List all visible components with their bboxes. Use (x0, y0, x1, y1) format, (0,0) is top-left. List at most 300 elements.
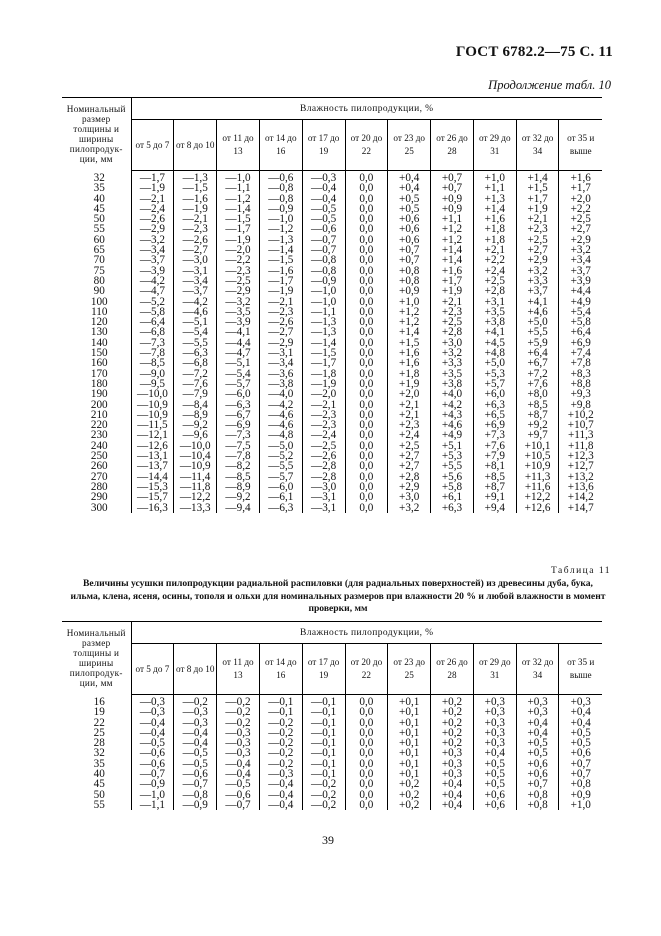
value-cell: +5,3 (431, 451, 474, 461)
value-cell: —10,9 (174, 461, 217, 471)
value-cell: —3,1 (302, 492, 345, 502)
value-cell: —4,6 (174, 307, 217, 317)
value-cell: —0,7 (174, 779, 217, 789)
value-cell: +1,4 (473, 204, 516, 214)
size-cell: 150 (62, 348, 131, 358)
value-cell: +4,0 (431, 389, 474, 399)
value-cell: —0,7 (302, 245, 345, 255)
value-cell: +0,6 (516, 759, 559, 769)
value-cell: 0,0 (345, 748, 388, 758)
value-cell: +6,4 (516, 348, 559, 358)
value-cell: +0,7 (388, 245, 431, 255)
value-cell: —3,0 (174, 255, 217, 265)
size-cell: 200 (62, 400, 131, 410)
value-cell: +0,1 (388, 728, 431, 738)
value-cell: —1,0 (131, 790, 174, 800)
value-cell: 0,0 (345, 472, 388, 482)
size-cell: 60 (62, 235, 131, 245)
value-cell: +0,7 (431, 183, 474, 193)
value-cell: +9,8 (570, 398, 591, 411)
value-cell: +2,8 (473, 286, 516, 296)
value-cell: +2,3 (431, 307, 474, 317)
value-cell: +0,5 (388, 194, 431, 204)
value-cell: —2,1 (131, 194, 174, 204)
value-cell: +4,2 (431, 400, 474, 410)
value-cell: +6,4 (570, 326, 591, 339)
value-cell: +1,6 (473, 214, 516, 224)
value-cell: +0,9 (388, 286, 431, 296)
value-cell: —6,0 (217, 389, 260, 399)
size-cell: 180 (62, 379, 131, 389)
value-cell: —0,1 (302, 718, 345, 728)
value-cell: +2,8 (431, 327, 474, 337)
value-cell: —0,1 (259, 707, 302, 717)
value-cell: +6,0 (473, 389, 516, 399)
value-cell: +6,9 (570, 336, 591, 349)
value-cell: —3,4 (259, 358, 302, 368)
size-column-header: Номинальный размер толщины и ширины пилопродук-ции, мм (62, 622, 131, 695)
value-cell: +3,7 (570, 264, 591, 277)
value-cell: —14,4 (131, 472, 174, 482)
value-cell: —0,5 (217, 779, 260, 789)
value-cell: +1,4 (431, 255, 474, 265)
size-cell: 35 (62, 759, 131, 769)
value-cell: —1,4 (259, 245, 302, 255)
size-cell: 300 (62, 503, 131, 513)
value-cell: —4,2 (259, 400, 302, 410)
value-cell: +0,3 (473, 695, 516, 708)
value-cell: —3,1 (302, 503, 345, 513)
value-cell: +2,3 (516, 224, 559, 234)
value-cell: +14,7 (567, 501, 594, 514)
value-cell: +0,1 (388, 707, 431, 717)
value-cell: +8,3 (570, 367, 591, 380)
value-cell: 0,0 (345, 769, 388, 779)
value-cell: +1,5 (516, 183, 559, 193)
value-cell: —0,4 (302, 183, 345, 193)
value-cell: +4,9 (431, 430, 474, 440)
value-cell: —13,7 (131, 461, 174, 471)
value-cell: —2,5 (217, 276, 260, 286)
value-cell: —7,9 (174, 389, 217, 399)
value-cell: +0,1 (388, 748, 431, 758)
size-cell: 55 (62, 800, 131, 810)
value-cell: +9,3 (570, 388, 591, 401)
value-cell: —5,5 (259, 461, 302, 471)
value-cell: +1,0 (388, 297, 431, 307)
value-cell: —0,2 (302, 800, 345, 810)
column-header: от 29 до 31 (473, 120, 516, 171)
value-cell: —4,7 (131, 286, 174, 296)
value-cell: +1,9 (431, 286, 474, 296)
size-cell: 19 (62, 707, 131, 717)
column-header: от 32 до 34 (516, 120, 559, 171)
value-cell: —1,0 (217, 171, 260, 184)
value-cell: —0,6 (174, 769, 217, 779)
size-cell: 240 (62, 441, 131, 451)
value-cell: +3,5 (473, 307, 516, 317)
value-cell: +0,4 (570, 716, 591, 729)
value-cell: —0,1 (302, 728, 345, 738)
value-cell: +7,6 (473, 441, 516, 451)
value-cell: 0,0 (345, 707, 388, 717)
value-cell: +10,7 (567, 419, 594, 432)
value-cell: +0,7 (570, 768, 591, 781)
value-cell: +7,8 (570, 357, 591, 370)
value-cell: —5,1 (217, 358, 260, 368)
value-cell: —0,3 (302, 171, 345, 184)
value-cell: +2,7 (388, 451, 431, 461)
value-cell: +7,6 (516, 379, 559, 389)
value-cell: 0,0 (345, 338, 388, 348)
value-cell: —3,9 (131, 266, 174, 276)
size-column-header: Номинальный размер толщины и ширины пилопродук-ции, мм (62, 98, 131, 171)
value-cell: +3,2 (570, 244, 591, 257)
value-cell: +1,7 (570, 182, 591, 195)
value-cell: +0,6 (516, 769, 559, 779)
value-cell: —0,1 (302, 695, 345, 708)
value-cell: +1,5 (388, 338, 431, 348)
value-cell: —9,5 (131, 379, 174, 389)
value-cell: +1,7 (516, 194, 559, 204)
value-cell: +1,2 (388, 317, 431, 327)
value-cell: —8,5 (217, 472, 260, 482)
size-cell: 110 (62, 307, 131, 317)
value-cell: +8,1 (473, 461, 516, 471)
value-cell: +2,0 (570, 192, 591, 205)
value-cell: —7,8 (217, 451, 260, 461)
value-cell: —0,5 (174, 759, 217, 769)
value-cell: —10,4 (174, 451, 217, 461)
value-cell: 0,0 (345, 204, 388, 214)
value-cell: +7,9 (473, 451, 516, 461)
value-cell: +0,3 (473, 728, 516, 738)
value-cell: +0,4 (431, 790, 474, 800)
value-cell: —5,1 (174, 317, 217, 327)
value-cell: +0,5 (473, 769, 516, 779)
value-cell: —1,1 (302, 307, 345, 317)
value-cell: —4,7 (217, 348, 260, 358)
value-cell: +0,1 (388, 695, 431, 708)
value-cell: +12,6 (516, 503, 559, 513)
value-cell: +2,7 (570, 223, 591, 236)
size-cell: 290 (62, 492, 131, 502)
value-cell: —6,3 (217, 400, 260, 410)
value-cell: —1,3 (259, 235, 302, 245)
value-cell: +6,5 (473, 410, 516, 420)
size-cell: 32 (62, 748, 131, 758)
value-cell: —0,6 (217, 790, 260, 800)
value-cell: +5,6 (431, 472, 474, 482)
value-cell: —1,7 (302, 358, 345, 368)
value-cell: —6,8 (174, 358, 217, 368)
value-cell: —2,6 (131, 214, 174, 224)
size-cell: 160 (62, 358, 131, 368)
value-cell: —3,0 (302, 482, 345, 492)
table-continuation-label: Продолжение табл. 10 (488, 78, 611, 92)
value-cell: +1,9 (516, 204, 559, 214)
value-cell: —0,4 (217, 769, 260, 779)
value-cell: —2,4 (302, 430, 345, 440)
value-cell: +5,5 (516, 327, 559, 337)
value-cell: +5,9 (516, 338, 559, 348)
size-cell: 260 (62, 461, 131, 471)
column-header: от 14 до 16 (259, 120, 302, 171)
value-cell: +2,1 (431, 297, 474, 307)
value-cell: —1,0 (302, 286, 345, 296)
value-cell: +0,2 (388, 800, 431, 810)
value-cell: +1,8 (473, 235, 516, 245)
value-cell: —0,9 (174, 800, 217, 810)
value-cell: —1,8 (302, 369, 345, 379)
value-cell: 0,0 (345, 718, 388, 728)
value-cell: +0,3 (431, 769, 474, 779)
value-cell: +1,2 (388, 307, 431, 317)
value-cell: +5,8 (570, 316, 591, 329)
value-cell: +1,7 (431, 276, 474, 286)
value-cell: +0,1 (388, 738, 431, 748)
size-cell: 50 (62, 214, 131, 224)
value-cell: —3,7 (131, 255, 174, 265)
column-header: от 11 до 13 (217, 120, 260, 171)
value-cell: +3,5 (431, 369, 474, 379)
value-cell: +2,5 (516, 235, 559, 245)
value-cell: +10,2 (567, 408, 594, 421)
size-cell: 120 (62, 317, 131, 327)
value-cell: +0,4 (516, 728, 559, 738)
value-cell: —0,3 (217, 738, 260, 748)
value-cell: —0,6 (259, 171, 302, 184)
value-cell: +0,2 (431, 718, 474, 728)
value-cell: +0,3 (431, 748, 474, 758)
value-cell: —4,0 (259, 389, 302, 399)
value-cell: —15,7 (131, 492, 174, 502)
value-cell: +0,4 (431, 779, 474, 789)
value-cell: —11,4 (174, 472, 217, 482)
value-cell: +0,6 (388, 235, 431, 245)
value-cell: +0,8 (516, 800, 559, 810)
value-cell: +3,7 (516, 286, 559, 296)
value-cell: +2,4 (388, 430, 431, 440)
value-cell: +0,6 (473, 790, 516, 800)
value-cell: +0,2 (431, 738, 474, 748)
value-cell: +10,5 (516, 451, 559, 461)
value-cell: —16,3 (131, 503, 174, 513)
value-cell: +0,7 (516, 779, 559, 789)
value-cell: —2,3 (302, 410, 345, 420)
value-cell: +11,6 (516, 482, 559, 492)
value-cell: 0,0 (345, 307, 388, 317)
value-cell: +0,9 (431, 194, 474, 204)
value-cell: 0,0 (345, 503, 388, 513)
value-cell: —3,5 (217, 307, 260, 317)
table-10-body (62, 171, 602, 513)
value-cell: +2,8 (388, 472, 431, 482)
column-header: от 14 до 16 (259, 644, 302, 695)
value-cell: +1,6 (388, 358, 431, 368)
table-11 (62, 621, 602, 810)
value-cell: +1,1 (431, 214, 474, 224)
value-cell: +0,4 (473, 748, 516, 758)
value-cell: +8,7 (516, 410, 559, 420)
value-cell: 0,0 (345, 255, 388, 265)
value-cell: —5,8 (131, 307, 174, 317)
value-cell: +6,1 (431, 492, 474, 502)
value-cell: +3,3 (431, 358, 474, 368)
value-cell: —7,8 (131, 348, 174, 358)
value-cell: —5,2 (131, 297, 174, 307)
value-cell: —0,3 (174, 707, 217, 717)
value-cell: +0,3 (473, 707, 516, 717)
value-cell: +2,1 (516, 214, 559, 224)
value-cell: —0,9 (259, 204, 302, 214)
value-cell: —2,0 (217, 245, 260, 255)
size-cell: 50 (62, 790, 131, 800)
value-cell: +0,4 (431, 800, 474, 810)
value-cell: —1,6 (259, 266, 302, 276)
value-cell: +2,0 (388, 389, 431, 399)
value-cell: —9,6 (174, 430, 217, 440)
value-cell: —0,4 (131, 718, 174, 728)
value-cell: +8,5 (473, 472, 516, 482)
table-10 (62, 97, 602, 513)
value-cell: +2,9 (388, 482, 431, 492)
value-cell: +2,7 (388, 461, 431, 471)
size-cell: 250 (62, 451, 131, 461)
size-cell: 190 (62, 389, 131, 399)
value-cell: —1,9 (259, 286, 302, 296)
value-cell: +8,5 (516, 400, 559, 410)
value-cell: —0,2 (217, 718, 260, 728)
value-cell: —1,4 (217, 204, 260, 214)
value-cell: —2,7 (259, 327, 302, 337)
value-cell: —0,4 (259, 790, 302, 800)
size-cell: 55 (62, 224, 131, 234)
size-cell: 100 (62, 297, 131, 307)
value-cell: +0,3 (473, 718, 516, 728)
column-header: от 8 до 10 (174, 644, 217, 695)
value-cell: +2,2 (473, 255, 516, 265)
value-cell: 0,0 (345, 286, 388, 296)
size-cell: 16 (62, 695, 131, 708)
value-cell: +1,3 (473, 194, 516, 204)
value-cell: —4,2 (131, 276, 174, 286)
value-cell: +9,7 (516, 430, 559, 440)
value-cell: —5,0 (259, 441, 302, 451)
size-cell: 170 (62, 369, 131, 379)
size-cell: 280 (62, 482, 131, 492)
value-cell: 0,0 (345, 348, 388, 358)
value-cell: —7,6 (174, 379, 217, 389)
value-cell: +9,1 (473, 492, 516, 502)
document-header: ГОСТ 6782.2—75 С. 11 (455, 44, 613, 60)
value-cell: —9,2 (174, 420, 217, 430)
table-row (62, 503, 602, 513)
value-cell: +4,1 (516, 297, 559, 307)
value-cell: 0,0 (345, 327, 388, 337)
value-cell: +4,6 (516, 307, 559, 317)
value-cell: +3,8 (431, 379, 474, 389)
value-cell: +0,6 (388, 214, 431, 224)
column-header: от 29 до 31 (473, 644, 516, 695)
value-cell: 0,0 (345, 738, 388, 748)
value-cell: 0,0 (345, 759, 388, 769)
value-cell: +0,2 (388, 779, 431, 789)
value-cell: —0,2 (217, 707, 260, 717)
value-cell: +2,5 (388, 441, 431, 451)
value-cell: +0,3 (570, 696, 591, 708)
page-number: 39 (322, 833, 334, 847)
value-cell: +5,4 (570, 305, 591, 318)
value-cell: +2,1 (388, 410, 431, 420)
value-cell: —2,1 (302, 400, 345, 410)
value-cell: —2,8 (302, 472, 345, 482)
value-cell: +0,5 (516, 738, 559, 748)
value-cell: —0,5 (302, 204, 345, 214)
size-cell: 130 (62, 327, 131, 337)
value-cell: +0,8 (570, 778, 591, 791)
value-cell: +0,3 (516, 707, 559, 717)
value-cell: —0,8 (174, 790, 217, 800)
value-cell: —0,8 (302, 255, 345, 265)
value-cell: —2,1 (174, 214, 217, 224)
value-cell: —2,9 (217, 286, 260, 296)
value-cell: —13,1 (131, 451, 174, 461)
value-cell: —3,2 (131, 235, 174, 245)
column-header: от 35 и выше (559, 120, 602, 171)
value-cell: 0,0 (345, 790, 388, 800)
table-11-title: Величины усушки пилопродукции радиальной распиловки (для радиальных поверхностей) из древесины дуба, бука, ильма, клена, ясеня, осины, тополя и ольхи для номинальных размеров при влажности 20 % и любой влажности в момент проверки, мм (70, 578, 606, 614)
value-cell: +2,5 (570, 213, 591, 226)
value-cell: +2,5 (473, 276, 516, 286)
value-cell: —10,0 (174, 441, 217, 451)
value-cell: —0,2 (259, 718, 302, 728)
value-cell: —4,2 (174, 297, 217, 307)
value-cell: —2,2 (217, 255, 260, 265)
table-row (62, 800, 602, 810)
value-cell: —2,7 (174, 245, 217, 255)
table-row (62, 492, 602, 502)
column-header: от 20 до 22 (345, 120, 388, 171)
column-header: от 5 до 7 (131, 644, 174, 695)
value-cell: +0,4 (388, 171, 431, 184)
value-cell: +1,6 (388, 348, 431, 358)
value-cell: —2,3 (302, 420, 345, 430)
size-cell: 45 (62, 204, 131, 214)
value-cell: —0,2 (259, 759, 302, 769)
size-cell: 90 (62, 286, 131, 296)
value-cell: 0,0 (345, 235, 388, 245)
value-cell: —12,2 (174, 492, 217, 502)
value-cell: —10,9 (131, 410, 174, 420)
value-cell: +12,3 (567, 450, 594, 463)
value-cell: —1,9 (174, 204, 217, 214)
value-cell: +2,3 (388, 420, 431, 430)
value-cell: —11,8 (174, 482, 217, 492)
value-cell: +0,9 (570, 788, 591, 801)
value-cell: —0,5 (302, 214, 345, 224)
value-cell: +3,9 (570, 274, 591, 287)
value-cell: —0,4 (174, 738, 217, 748)
value-cell: +5,1 (431, 441, 474, 451)
value-cell: +5,5 (431, 461, 474, 471)
size-cell: 40 (62, 194, 131, 204)
value-cell: +9,4 (473, 503, 516, 513)
value-cell: +1,1 (473, 183, 516, 193)
value-cell: 0,0 (345, 420, 388, 430)
table-11-caption: Таблица 11 (550, 566, 611, 576)
value-cell: +3,1 (473, 297, 516, 307)
